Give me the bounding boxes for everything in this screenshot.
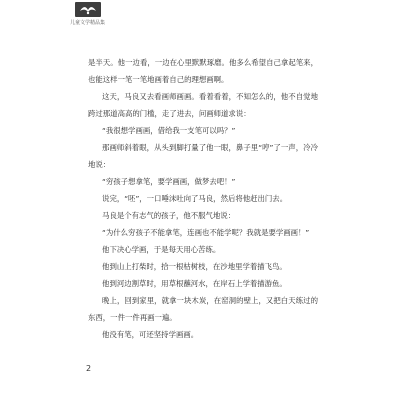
paragraph: 这天，马良又去看画师画画。看着看着，不知怎么的，他不自觉地跨过那道高高的门槛，走了进去，问画师道求说： bbox=[88, 92, 318, 118]
paragraph: 马良是个有志气的孩子，他不服气地说： bbox=[102, 211, 236, 220]
paragraph: 晚上，回到家里，就拿一块木炭，在窑洞的壁上，又把白天练过的东西，一件一件再画一遍。 bbox=[88, 296, 318, 322]
bird-icon bbox=[78, 4, 98, 15]
page-number: 2 bbox=[86, 364, 92, 373]
paragraph: 说完，“呸”，一口唾沫吐向了马良，然后将他赶出门去。 bbox=[102, 194, 288, 203]
page-body bbox=[88, 54, 318, 343]
paragraph: 那画师斜着眼，从头到脚打量了他一眼，鼻子里“哼”了一声，冷冷地说： bbox=[88, 143, 318, 169]
paragraph: 他到河边割草时，用草根蘸河水，在岸石上学着描游鱼。 bbox=[102, 279, 287, 288]
paragraph: 是半天。他一边看，一边在心里默默琢磨。他多么希望自己拿起笔来，也能这样一笔一笔地画着自己的理想画啊。 bbox=[88, 58, 318, 84]
paragraph: 他到山上打柴时，拾一根枯树枝，在沙地里学着描飞鸟。 bbox=[102, 262, 287, 271]
paragraph: “穷孩子想拿笔，要学画画，做梦去吧！” bbox=[102, 177, 236, 186]
series-title: 儿童文学精品集 bbox=[70, 20, 106, 26]
logo-emblem bbox=[75, 2, 101, 17]
series-logo bbox=[72, 2, 104, 26]
paragraph: “我很想学画画，借给我一支笔可以吗？” bbox=[102, 126, 236, 135]
paragraph: 他下决心学画，于是每天用心苦练。 bbox=[102, 245, 221, 254]
paragraph: 他没有笔，可还坚持学画画。 bbox=[102, 330, 199, 339]
paragraph: “为什么穷孩子不能拿笔，连画也不能学呢？我就是要学画画！” bbox=[102, 228, 310, 237]
